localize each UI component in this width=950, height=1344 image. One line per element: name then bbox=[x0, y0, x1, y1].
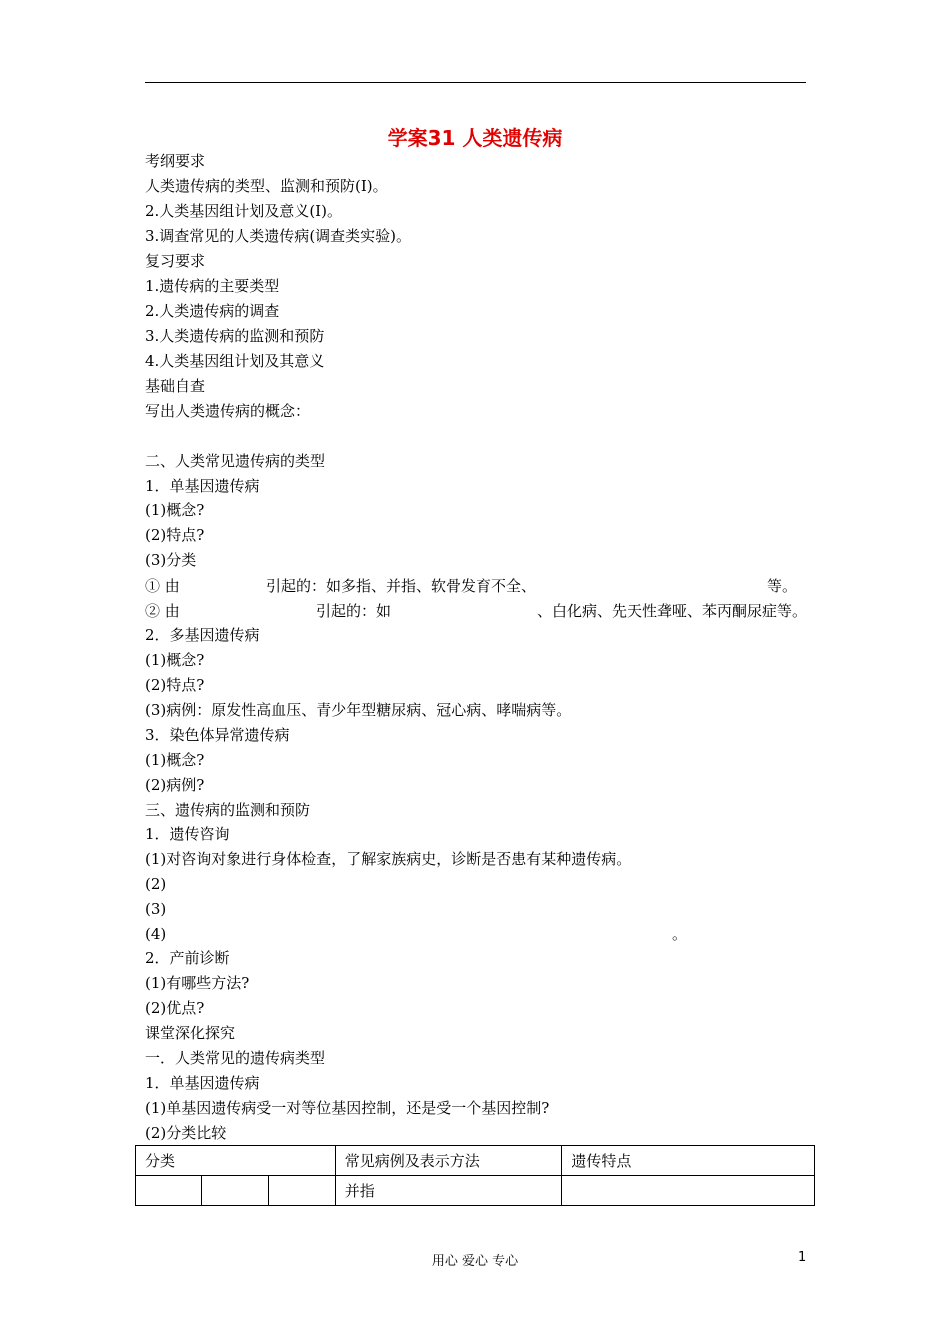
fill-line-2-mid: 引起的：如 bbox=[316, 602, 392, 620]
table-cell bbox=[201, 1176, 268, 1206]
table-header-cell: 常见病例及表示方法 bbox=[335, 1146, 562, 1176]
table-cell bbox=[268, 1176, 335, 1206]
text-line: 写出人类遗传病的概念： bbox=[145, 402, 311, 420]
text-line: 3.调查常见的人类遗传病(调查类实验)。 bbox=[145, 227, 412, 245]
text-line: (1)概念? bbox=[145, 651, 205, 669]
text-line: 2.人类遗传病的调查 bbox=[145, 302, 280, 320]
text-line: 一．人类常见的遗传病类型 bbox=[145, 1049, 326, 1067]
page-number: 1 bbox=[798, 1250, 807, 1265]
text-line: (3)分类 bbox=[145, 551, 197, 569]
text-line: (1)概念? bbox=[145, 751, 205, 769]
table-header-row bbox=[136, 1146, 815, 1176]
page-footer: 用心 爱心 专心 bbox=[431, 1254, 519, 1269]
text-line: 2．多基因遗传病 bbox=[145, 626, 260, 644]
text-line: 三、遗传病的监测和预防 bbox=[145, 801, 311, 819]
text-line: 3.人类遗传病的监测和预防 bbox=[145, 327, 325, 345]
text-line: 2．产前诊断 bbox=[145, 949, 230, 967]
table-header-cell: 分类 bbox=[136, 1146, 336, 1176]
text-line: 1．单基因遗传病 bbox=[145, 1074, 260, 1092]
table-header-cell: 遗传特点 bbox=[562, 1146, 815, 1176]
text-line: 基础自查 bbox=[145, 377, 206, 395]
text-line: 复习要求 bbox=[145, 252, 206, 270]
text-line: 2.人类基因组计划及意义(Ⅰ)。 bbox=[145, 202, 342, 220]
text-line: (2)分类比较 bbox=[145, 1124, 227, 1142]
text-line: 3．染色体异常遗传病 bbox=[145, 726, 290, 744]
fill-line-4-end: 。 bbox=[672, 925, 688, 943]
text-line: (3)病例：原发性高血压、青少年型糖尿病、冠心病、哮喘病等。 bbox=[145, 701, 572, 719]
text-line: 1.遗传病的主要类型 bbox=[145, 277, 280, 295]
text-line: 人类遗传病的类型、监测和预防(Ⅰ)。 bbox=[145, 177, 388, 195]
fill-line-1-start: ① 由 bbox=[145, 577, 180, 595]
classification-table bbox=[135, 1145, 815, 1206]
text-line: 考纲要求 bbox=[145, 152, 206, 170]
text-line: (2) bbox=[145, 875, 167, 893]
fill-line-2-start: ② 由 bbox=[145, 602, 180, 620]
text-line: (2)病例? bbox=[145, 776, 205, 794]
text-line: 课堂深化探究 bbox=[145, 1024, 236, 1042]
text-line: 1．单基因遗传病 bbox=[145, 477, 260, 495]
table-cell bbox=[136, 1176, 202, 1206]
text-line: 二、人类常见遗传病的类型 bbox=[145, 452, 326, 470]
text-line: (2)优点? bbox=[145, 999, 205, 1017]
text-line: (2)特点? bbox=[145, 676, 205, 694]
text-line: (3) bbox=[145, 900, 167, 918]
fill-line-2-end: 、白化病、先天性聋哑、苯丙酮尿症等。 bbox=[537, 602, 808, 620]
fill-line-4-start: (4) bbox=[145, 925, 167, 943]
table-row bbox=[136, 1176, 815, 1206]
header-rule bbox=[145, 82, 806, 83]
fill-line-1-mid: 引起的：如多指、并指、软骨发育不全、 bbox=[266, 577, 537, 595]
table-cell bbox=[562, 1176, 815, 1206]
fill-line-1-end: 等。 bbox=[767, 577, 798, 595]
text-line: (1)对咨询对象进行身体检查，了解家族病史，诊断是否患有某种遗传病。 bbox=[145, 850, 632, 868]
text-line: (1)单基因遗传病受一对等位基因控制，还是受一个基因控制? bbox=[145, 1099, 550, 1117]
text-line: (2)特点? bbox=[145, 526, 205, 544]
text-line: (1)概念? bbox=[145, 501, 205, 519]
text-line: 4.人类基因组计划及其意义 bbox=[145, 352, 325, 370]
text-line: (1)有哪些方法? bbox=[145, 974, 250, 992]
table-cell: 并指 bbox=[335, 1176, 562, 1206]
page-title: 学案31 人类遗传病 bbox=[387, 126, 563, 150]
text-line: 1．遗传咨询 bbox=[145, 825, 230, 843]
